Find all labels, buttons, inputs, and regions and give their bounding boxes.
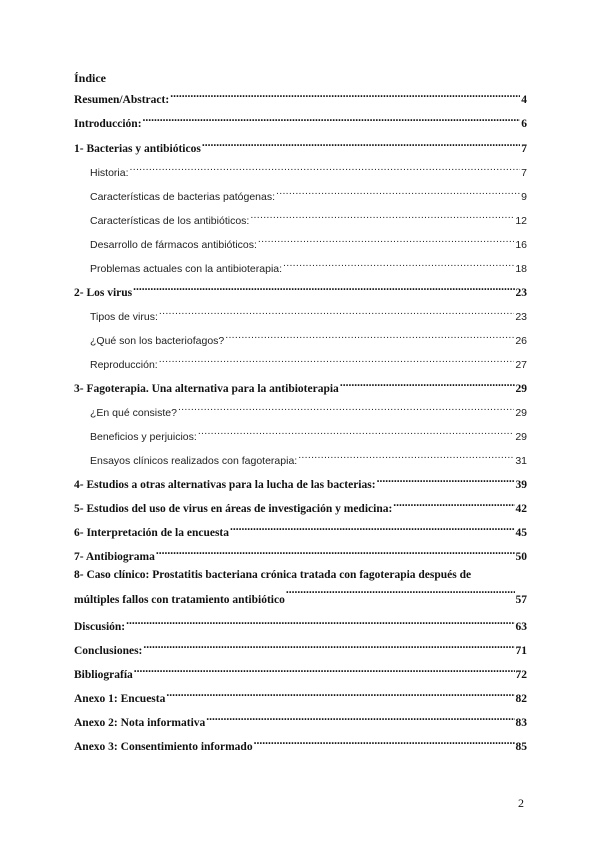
dot-leader	[134, 662, 515, 678]
dot-leader	[133, 280, 514, 296]
dot-leader	[156, 544, 515, 560]
toc-entry-label: ¿En qué consiste?	[90, 407, 177, 419]
toc-entry-label: Características de los antibióticos:	[90, 215, 250, 227]
toc-entry-page: 6	[521, 118, 527, 130]
dot-leader	[143, 111, 521, 127]
toc-entry-page: 9	[521, 191, 527, 203]
toc-entry-label: Ensayos clínicos realizados con fagoterapia:	[90, 455, 298, 467]
toc-entry[interactable]	[90, 256, 527, 275]
toc-entry-label: 6- Interpretación de la encuesta	[74, 527, 230, 539]
toc-entry-page: 29	[515, 407, 527, 419]
dot-leader	[178, 400, 514, 416]
dot-leader	[225, 328, 514, 344]
dot-leader	[340, 376, 515, 392]
toc-entry[interactable]	[74, 686, 527, 705]
toc-entry-label-continued: múltiples fallos con tratamiento antibiótico	[74, 594, 285, 606]
toc-entry-page: 27	[515, 359, 527, 371]
dot-leader	[143, 638, 514, 654]
toc-entry-page: 7	[521, 167, 527, 179]
toc-entry-page: 29	[515, 431, 527, 443]
toc-entry[interactable]	[74, 614, 527, 633]
toc-entry-label: 8- Caso clínico: Prostatitis bacteriana crónica tratada con fagoterapia después de	[74, 569, 472, 581]
toc-entry[interactable]	[90, 328, 527, 347]
toc-entry-label: Anexo 1: Encuesta	[74, 693, 166, 705]
toc-entry-label: Beneficios y perjuicios:	[90, 431, 197, 443]
toc-entry[interactable]	[90, 448, 527, 467]
toc-entry-page: 23	[515, 311, 527, 323]
toc-entry-page: 7	[521, 143, 527, 155]
toc-entry[interactable]	[90, 352, 527, 371]
toc-entry-page: 72	[515, 669, 527, 681]
toc-entry-label: Conclusiones:	[74, 645, 143, 657]
toc-entry-label: Características de bacterias patógenas:	[90, 191, 276, 203]
toc-entry[interactable]	[90, 160, 527, 179]
toc-entry[interactable]	[90, 208, 527, 227]
toc-entry-page: 29	[515, 383, 527, 395]
toc-entry[interactable]	[74, 710, 527, 729]
page-number: 2	[518, 796, 524, 810]
toc-entry-label: 7- Antibiograma	[74, 551, 155, 563]
toc-entry-page: 12	[515, 215, 527, 227]
dot-leader	[166, 686, 514, 702]
dot-leader	[393, 496, 514, 512]
dot-leader	[198, 424, 515, 440]
dot-leader	[298, 448, 514, 464]
dot-leader	[206, 710, 514, 726]
toc-entry-page: 83	[515, 717, 527, 729]
toc-entry[interactable]	[74, 734, 527, 753]
toc-entry[interactable]	[74, 87, 527, 106]
dot-leader	[130, 160, 521, 176]
toc-entry[interactable]	[74, 496, 527, 515]
dot-leader	[258, 232, 514, 248]
toc-entry-page: 57	[515, 594, 527, 606]
toc-entry-label: Bibliografía	[74, 669, 133, 681]
toc-entry-page: 82	[515, 693, 527, 705]
toc-entry[interactable]	[74, 638, 527, 657]
toc-entry-label: Reproducción:	[90, 359, 158, 371]
toc-title: Índice	[74, 71, 107, 85]
toc-entry[interactable]	[74, 280, 527, 299]
toc-entry-label: Tipos de virus:	[90, 311, 158, 323]
toc-entry[interactable]	[90, 424, 527, 443]
toc-entry-label: 1- Bacterias y antibióticos	[74, 143, 201, 155]
toc-entry[interactable]	[74, 564, 527, 612]
toc-entry[interactable]	[90, 232, 527, 251]
toc-entry-page: 45	[515, 527, 527, 539]
dot-leader	[283, 256, 514, 272]
toc-entry-page: 39	[515, 479, 527, 491]
toc-entry-page: 85	[515, 741, 527, 753]
toc-entry-page: 18	[515, 263, 527, 275]
toc-entry-page: 23	[515, 287, 527, 299]
toc-entry-label: Introducción:	[74, 118, 142, 130]
dot-leader	[170, 87, 520, 103]
toc-entry-page: 63	[515, 621, 527, 633]
toc-entry-label: Historia:	[90, 167, 129, 179]
dot-leader	[202, 136, 520, 152]
dot-leader	[126, 614, 514, 630]
toc-entry[interactable]	[74, 472, 527, 491]
toc-entry-label: 2- Los virus	[74, 287, 133, 299]
toc-entry-label: Desarrollo de fármacos antibióticos:	[90, 239, 257, 251]
toc-entry[interactable]	[74, 544, 527, 563]
toc-entry-label: 3- Fagoterapia. Una alternativa para la antibioterapia	[74, 383, 339, 395]
toc-entry-page: 16	[515, 239, 527, 251]
toc-entry[interactable]	[74, 136, 527, 155]
dot-leader	[230, 520, 514, 536]
toc-entry-page: 71	[515, 645, 527, 657]
toc-entry-page: 4	[521, 94, 527, 106]
toc-entry-page: 31	[515, 455, 527, 467]
toc-entry-label: 4- Estudios a otras alternativas para la lucha de las bacterias:	[74, 479, 376, 491]
dot-leader	[159, 304, 514, 320]
toc-entry[interactable]	[90, 304, 527, 323]
toc-entry-page: 50	[515, 551, 527, 563]
toc-entry-label: Anexo 3: Consentimiento informado	[74, 741, 253, 753]
dot-leader	[254, 734, 515, 750]
dot-leader	[377, 472, 515, 488]
toc-entry[interactable]	[74, 520, 527, 539]
toc-entry-page: 42	[515, 503, 527, 515]
toc-entry-label: 5- Estudios del uso de virus en áreas de investigación y medicina:	[74, 503, 393, 515]
toc-entry[interactable]	[74, 662, 527, 681]
toc-entry-label: Anexo 2: Nota informativa	[74, 717, 206, 729]
toc-entry-label: Resumen/Abstract:	[74, 94, 170, 106]
toc-entry[interactable]	[74, 376, 527, 395]
toc-entry-page: 26	[515, 335, 527, 347]
toc-entry[interactable]	[90, 184, 527, 203]
toc-entry-label: Problemas actuales con la antibioterapia:	[90, 263, 283, 275]
toc-entry-label: ¿Qué son los bacteriofagos?	[90, 335, 225, 347]
dot-leader	[286, 587, 515, 603]
toc-entry[interactable]	[90, 400, 527, 419]
toc-entry[interactable]	[74, 111, 527, 130]
dot-leader	[159, 352, 515, 368]
dot-leader	[276, 184, 520, 200]
toc-entry-label: Discusión:	[74, 621, 126, 633]
dot-leader	[250, 208, 514, 224]
